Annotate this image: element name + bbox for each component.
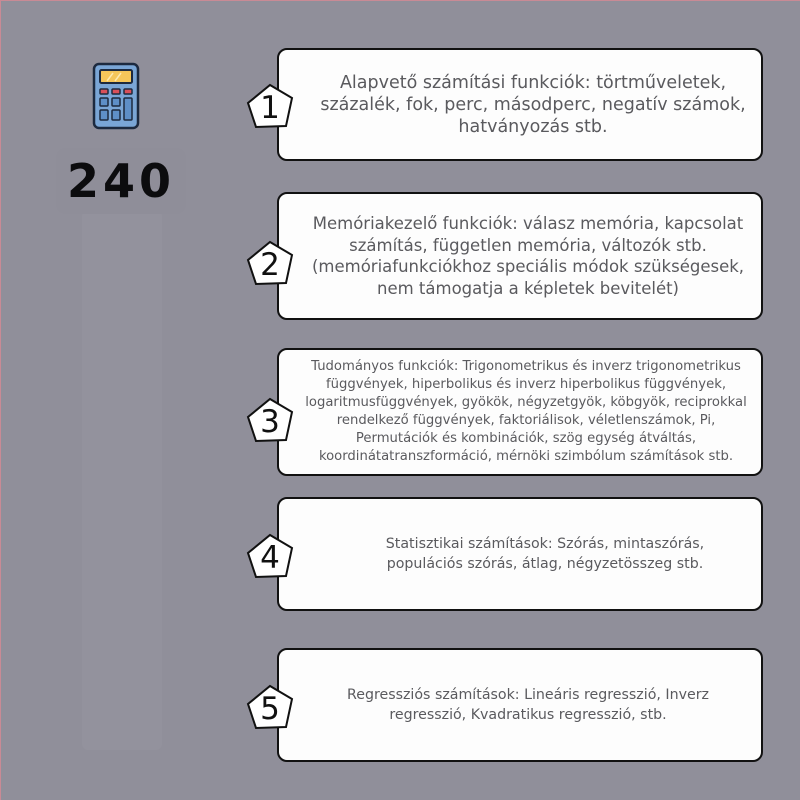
feature-card-1	[277, 48, 763, 161]
count-value: 240	[66, 154, 176, 208]
feature-card-2	[277, 192, 763, 320]
number-badge-1	[246, 83, 294, 129]
decorative-column	[82, 210, 162, 750]
feature-text: Statisztikai számítások: Szórás, mintaszórás, populációs szórás, átlag, négyzetösszeg stb.	[385, 536, 705, 572]
calculator-icon	[92, 62, 140, 130]
badge-number: 1	[260, 90, 280, 126]
badge-number: 3	[260, 404, 280, 440]
number-badge-2	[246, 240, 294, 286]
count-display	[56, 148, 186, 214]
badge-number: 2	[260, 247, 280, 283]
number-badge-3	[246, 397, 294, 443]
feature-text: Alapvető számítási funkciók: törtműveletek, százalék, fok, perc, másodperc, negatív számok, hatványozás stb.	[320, 72, 746, 137]
feature-card-3	[277, 348, 763, 476]
badge-number: 5	[260, 691, 280, 727]
feature-text: Tudományos funkciók: Trigonometrikus és inverz trigonometrikus függvények, hiperbolikus és inverz hiperbolikus függvények, logaritmusfüggvények, gyökök, négyzetgyök, köbgyök, reciprokkal rendelkező függvények, faktoriálisok, véletlenszámok, Pi, Permutációk és kombinációk, szög egység átváltás, koordinátatranszformáció, mérnöki szimbólum számítások stb.	[305, 359, 747, 464]
feature-text: Memóriakezelő funkciók: válasz memória, kapcsolat számítás, független memória, változók stb. (memóriafunkciókhoz speciális módok szükségesek, nem támogatja a képletek bevitelét)	[311, 214, 745, 298]
feature-text: Regressziós számítások: Lineáris regresszió, Inverz regresszió, Kvadratikus regresszió, stb.	[347, 687, 709, 723]
number-badge-4	[246, 533, 294, 579]
badge-number: 4	[260, 540, 280, 576]
feature-card-4	[277, 497, 763, 611]
number-badge-5	[246, 684, 294, 730]
feature-card-5	[277, 648, 763, 762]
